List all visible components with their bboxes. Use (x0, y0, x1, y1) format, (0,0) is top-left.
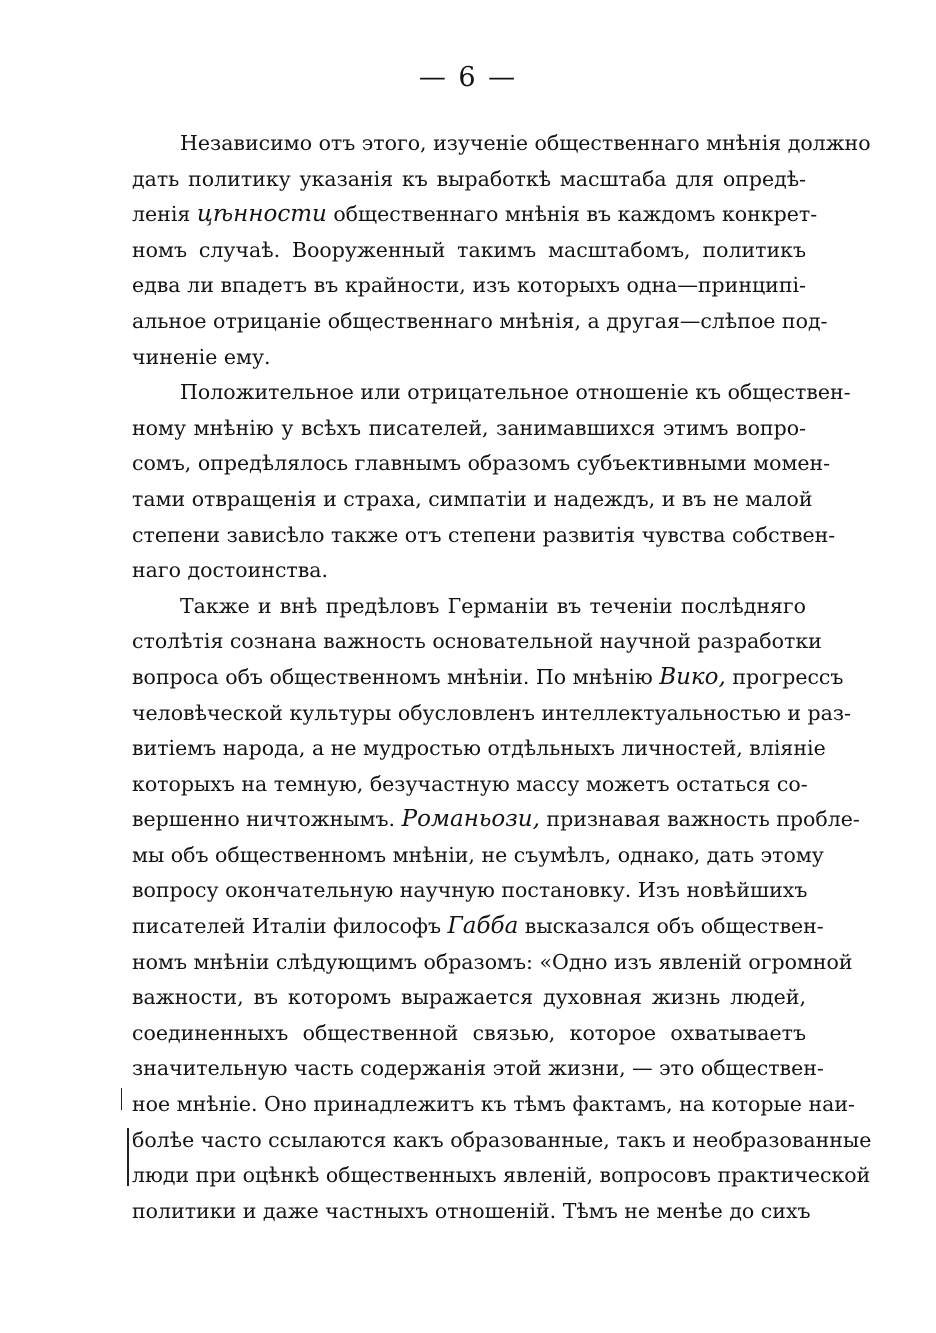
text-span: писателей Италіи философъ (132, 914, 448, 939)
text-span: столѣтія сознана важность основательной научной разработки (132, 629, 822, 654)
text-span: Положительное или отрицательное отношеніе къ обществен- (180, 380, 851, 405)
text-span: альное отрицаніе общественнаго мнѣнія, а другая—слѣпое под- (132, 308, 828, 333)
text-span: люди при оцѣнкѣ общественныхъ явленій, вопросовъ практической (132, 1163, 871, 1188)
text-span: вопросу окончательную научную постановку. Изъ новѣйшихъ (132, 878, 808, 903)
text-line (132, 304, 828, 340)
text-line (132, 197, 818, 233)
text-span: болѣе часто ссылаются какъ образованные, такъ и необразованные (132, 1127, 872, 1152)
text-span: значительную часть содержанія этой жизни, — это обществен- (132, 1056, 824, 1081)
italic-name: Романьози, (401, 806, 540, 833)
text-span: важности, въ которомъ выражается духовная жизнь людей, (132, 985, 806, 1010)
text-span: наго достоинства. (132, 558, 329, 583)
text-line (132, 1016, 806, 1052)
text-span: тами отвращенія и страха, симпатіи и надеждъ, и въ не малой (132, 486, 813, 511)
text-span: мы объ общественномъ мнѣніи, не съумѣлъ, однако, дать этому (132, 842, 824, 867)
text-line (132, 980, 806, 1016)
body-text (132, 126, 872, 1229)
text-span: ленія (132, 202, 197, 227)
text-line (132, 340, 806, 376)
text-line (132, 411, 806, 447)
text-line (132, 446, 831, 482)
text-span: человѣческой культуры обусловленъ интеллектуальностью и раз- (132, 700, 851, 725)
text-line (132, 1051, 824, 1087)
text-line (132, 589, 806, 625)
text-span: едва ли впадетъ въ крайности, изъ которыхъ одна—принципі- (132, 273, 806, 298)
text-line (132, 767, 806, 803)
text-span: соединенныхъ общественной связью, которое охватываетъ (132, 1020, 806, 1045)
text-span: которыхъ на темную, безучастную массу можетъ остаться со- (132, 771, 808, 796)
text-span: вопроса объ общественномъ мнѣніи. По мнѣнію (132, 664, 660, 689)
paragraph (132, 589, 872, 1230)
text-line (132, 873, 806, 909)
text-span: номъ мнѣніи слѣдующимъ образомъ: «Одно изъ явленій огромной (132, 949, 853, 974)
text-line (132, 553, 806, 589)
text-span: высказался объ обществен- (518, 914, 824, 939)
text-span: ному мнѣнію у всѣхъ писателей, занимавшихся этимъ вопро- (132, 415, 806, 440)
text-span: ное мнѣніе. Оно принадлежитъ къ тѣмъ фактамъ, на которые наи- (132, 1092, 855, 1117)
text-span: Также и внѣ предѣловъ Германіи въ теченіи послѣдняго (180, 593, 806, 618)
text-span: витіемъ народа, а не мудростью отдѣльныхъ личностей, вліяніе (132, 736, 826, 761)
text-line (132, 162, 806, 198)
italic-name: цѣнности (196, 201, 327, 228)
text-line (132, 624, 822, 660)
text-line (132, 1158, 871, 1194)
text-line (132, 909, 824, 945)
text-span: номъ случаѣ. Вооруженный такимъ масштабомъ, политикъ (132, 237, 806, 262)
text-line (132, 802, 860, 838)
text-line (132, 838, 824, 874)
margin-mark (127, 1128, 129, 1186)
text-line (132, 945, 853, 981)
text-line (132, 1194, 811, 1230)
page-number: — 6 — (418, 62, 518, 93)
text-line (132, 660, 844, 696)
text-line (132, 482, 813, 518)
text-line (132, 233, 806, 269)
text-span: Независимо отъ этого, изученіе общественнаго мнѣнія должно (180, 131, 871, 155)
text-span: вершенно ничтожнымъ. (132, 807, 402, 832)
text-line (132, 518, 836, 554)
text-span: прогрессъ (725, 664, 844, 689)
text-span: сомъ, опредѣлялось главнымъ образомъ субъективными момен- (132, 451, 831, 476)
text-line (132, 1087, 855, 1123)
italic-name: Вико, (659, 663, 726, 690)
paragraph (132, 375, 851, 589)
text-span: дать политику указанія къ выработкѣ масштаба для опредѣ- (132, 166, 806, 191)
text-span: признавая важность пробле- (539, 807, 860, 832)
text-span: общественнаго мнѣнія въ каждомъ конкрет- (326, 202, 818, 227)
text-line (132, 1123, 872, 1159)
text-line (132, 268, 806, 304)
text-span: степени зависѣло также отъ степени развитія чувства собствен- (132, 522, 836, 547)
text-line (132, 126, 871, 162)
text-line (132, 731, 826, 767)
margin-mark (121, 1088, 122, 1110)
italic-name: Габба (447, 913, 519, 940)
paragraph (132, 126, 871, 375)
text-span: чиненіе ему. (132, 344, 271, 369)
text-line (132, 375, 851, 411)
text-line (132, 696, 851, 732)
text-span: политики и даже частныхъ отношеній. Тѣмъ не менѣе до сихъ (132, 1198, 811, 1223)
